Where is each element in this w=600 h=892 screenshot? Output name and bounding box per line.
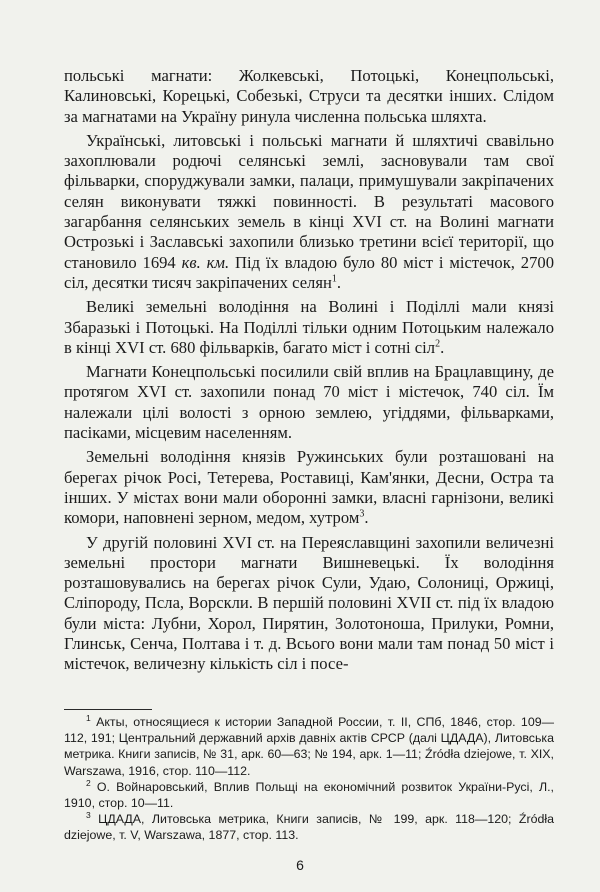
paragraph-5-end: . [364, 508, 369, 528]
footnotes [64, 714, 554, 844]
paragraph-1 [64, 66, 554, 127]
footnote-ref-2[interactable]: 2 [435, 338, 441, 350]
paragraph-5 [64, 447, 554, 528]
footnote-3-text: ЦДАДА, Литовська метрика, Книги записів, № 199, арк. 118—120; Źródła dziejowe, т. V, Warszawa, 1877, стор. 113. [64, 812, 554, 843]
footnote-mark-3: 3 [86, 810, 91, 821]
paragraph-4-text: Магнати Конецпольські посилили свій вплив на Брацлавщину, де протягом XVI ст. захопили понад 70 міст і містечок, 740 сіл. Їм належали цілі волості з орною землею, угіддями, фільварками, пасіками, місцевим населенням. [64, 362, 554, 443]
paragraph-3-end: . [440, 337, 445, 357]
main-text [64, 66, 554, 679]
footnote-3 [64, 811, 554, 843]
footnote-1 [64, 714, 554, 779]
footnote-mark-1: 1 [86, 712, 91, 723]
footnote-ref-1[interactable]: 1 [331, 273, 337, 285]
paragraph-2-end: . [336, 272, 342, 292]
footnote-mark-2: 2 [86, 777, 91, 788]
paragraph-5-text: Земельні володіння князів Ружинських були розташовані на берегах річок Росі, Тетерева, Роставиці, Кам'янки, Десни, Остра та інших. У містах вони мали оборонні замки, власні гарнізони, великі комори, наповнені зерном, медом, хутром [64, 447, 554, 528]
paragraph-1-text: польські магнати: Жолкевські, Потоцькі, Конецпольські, Калиновські, Корецькі, Собезькі, Струси та десятки інших. Слідом за магнатами на Україну ринула численна польська шляхта. [64, 66, 554, 126]
area-unit: кв. км. [181, 252, 230, 272]
page-number: 6 [296, 857, 304, 873]
footnote-1-text: Акты, относящиеся к истории Западной России, т. II, СПб, 1846, стор. 109—112, 191; Центральний державний архів давніх актів СРСР (далі ЦДАДА), Литовська метрика. Книги записів, № 31, арк. 60—63; № 194, арк. 1—11; Źródła dziejowe, т. XIX, Warszawa, 1916, стор. 110—112. [64, 715, 554, 778]
footnote-ref-3[interactable]: 3 [359, 508, 365, 520]
footnote-2-text: О. Войнаровський, Вплив Польщі на економічний розвиток України-Русі, Л., 1910, стор. 10—11. [64, 779, 554, 811]
footnote-2 [64, 779, 554, 811]
paragraph-2 [64, 131, 554, 293]
paragraph-2-text: Українські, литовські і польські магнати й шляхтичі свавільно захоплювали родючі селянські землі, засновували там свої фільварки, споруджували замки, палаци, примушували закріпачених селян виконувати тяжкі повинності. В результаті масового загарбання селянських земель в кінці XVI ст. на Волині магнати Острозькі і Заславські захопили близько третини всієї території, що становило 1694 [64, 130, 554, 272]
paragraph-3 [64, 297, 554, 358]
paragraph-3-text: Великі земельні володіння на Волині і Поділлі мали князі Збаразькі і Потоцькі. На Поділлі тільки одним Потоцьким належало в кінці XVI ст. 680 фільварків, багато міст і сотні сіл [64, 297, 554, 357]
paragraph-6-text: У другій половині XVI ст. на Переяславщині захопили величезні земельні простори магнати Вишневецькі. Їх володіння розташовувались на берегах річок Сули, Удаю, Солониці, Оржиці, Сліпороду, Псла, Ворскли. В першій половині XVII ст. під їх владою були міста: Лубни, Хорол, Пирятин, Золотоноша, Прилуки, Ромни, Глинськ, Сенча, Полтава і т. д. Всього вони мали там понад 50 міст і містечок, величезну кількість сіл і посе- [64, 532, 554, 674]
paragraph-2-tail: Під їх владою було 80 міст і містечок, 2700 сіл, десятки тисяч закріпачених селян [64, 252, 554, 292]
paragraph-6 [64, 533, 554, 675]
footnote-divider [64, 709, 152, 710]
paragraph-4 [64, 362, 554, 443]
